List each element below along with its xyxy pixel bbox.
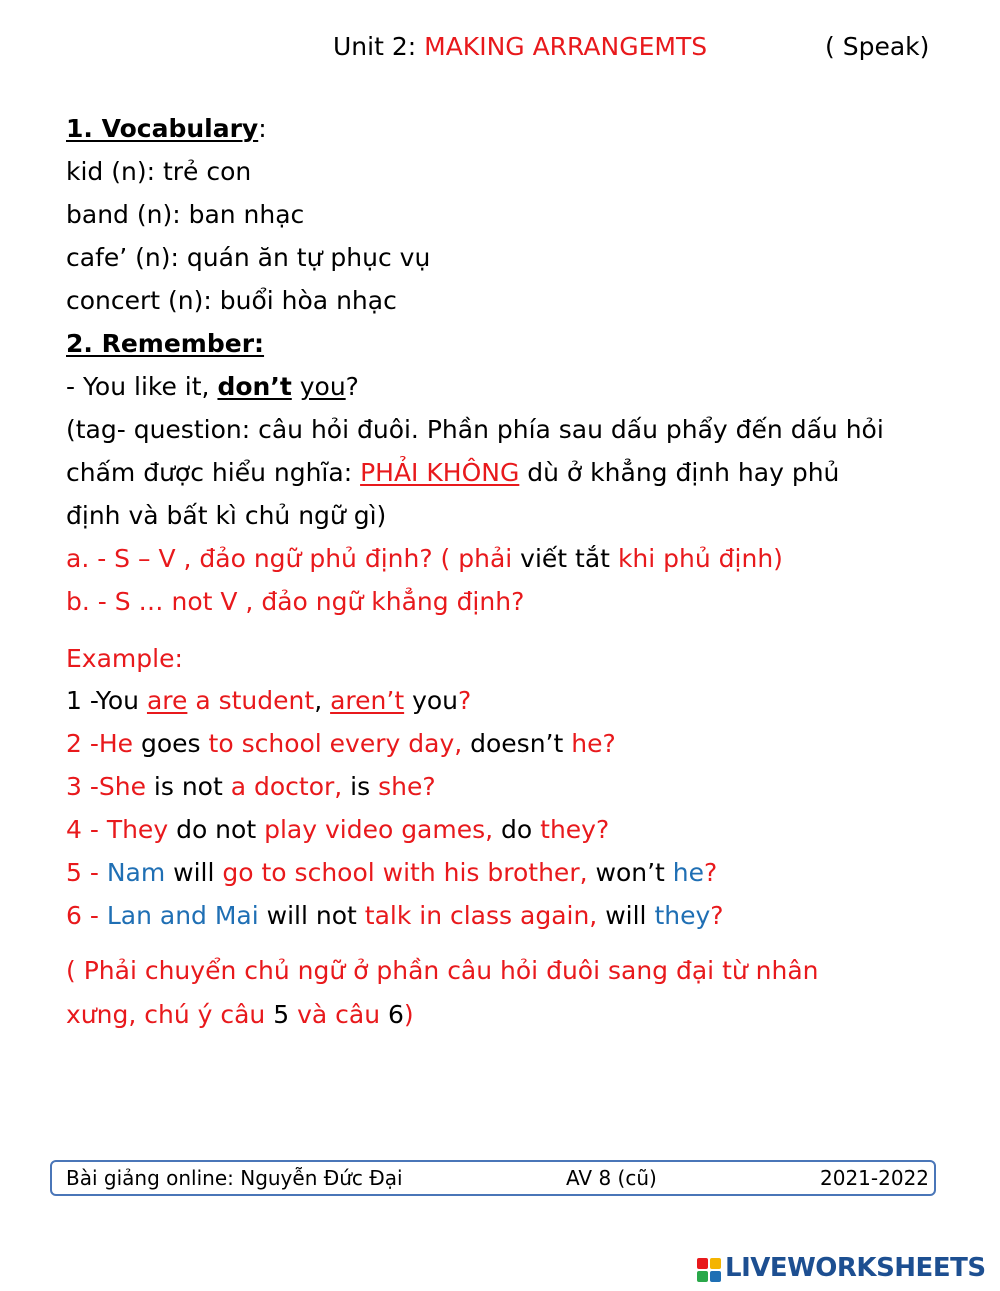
explanation-line: định và bất kì chủ ngữ gì) — [66, 501, 387, 530]
unit-title — [333, 32, 707, 61]
example-line: 1 -You are a student, aren’t you? — [66, 686, 472, 715]
tag-question-sample: - You like it, don’t you? — [66, 372, 359, 401]
example-line: 3 -She is not a doctor, is she? — [66, 772, 436, 801]
logo-icon — [697, 1258, 721, 1282]
vocab-item: cafe’ (n): quán ăn tự phục vụ — [66, 243, 431, 272]
page-header — [0, 30, 1000, 70]
brand-name: LIVEWORKSHEETS — [725, 1253, 986, 1283]
example-line: 5 - Nam will go to school with his brother, won’t he? — [66, 858, 718, 887]
note-line: xưng, chú ý câu 5 và câu 6) — [66, 1000, 414, 1029]
explanation-line: chấm được hiểu nghĩa: PHẢI KHÔNG dù ở khẳng định hay phủ — [66, 458, 840, 487]
vocab-item: band (n): ban nhạc — [66, 200, 305, 229]
footer-author: Bài giảng online: Nguyễn Đức Đại — [66, 1166, 403, 1190]
unit-name: MAKING ARRANGEMTS — [424, 32, 708, 61]
vocab-item: kid (n): trẻ con — [66, 157, 252, 186]
vocab-item: concert (n): buổi hòa nhạc — [66, 286, 397, 315]
rule-b: b. - S … not V , đảo ngữ khẳng định? — [66, 587, 525, 616]
remember-heading: 2. Remember: — [66, 329, 265, 358]
explanation-line: (tag- question: câu hỏi đuôi. Phần phía sau dấu phẩy đến dấu hỏi — [66, 415, 884, 444]
example-line: 4 - They do not play video games, do they? — [66, 815, 610, 844]
skill-label: ( Speak) — [825, 32, 930, 61]
footer-year: 2021-2022 — [820, 1166, 930, 1190]
footer-bar — [50, 1160, 936, 1196]
footer-course: AV 8 (cũ) — [566, 1166, 657, 1190]
example-line: 2 -He goes to school every day, doesn’t he? — [66, 729, 616, 758]
example-heading: Example: — [66, 644, 183, 673]
rule-a: a. - S – V , đảo ngữ phủ định? ( phải viết tắt khi phủ định) — [66, 544, 783, 573]
unit-prefix: Unit 2: — [333, 32, 425, 61]
example-line: 6 - Lan and Mai will not talk in class again, will they? — [66, 901, 724, 930]
note-line: ( Phải chuyển chủ ngữ ở phần câu hỏi đuôi sang đại từ nhân — [66, 956, 819, 985]
vocabulary-heading: 1. Vocabulary: — [66, 114, 267, 143]
